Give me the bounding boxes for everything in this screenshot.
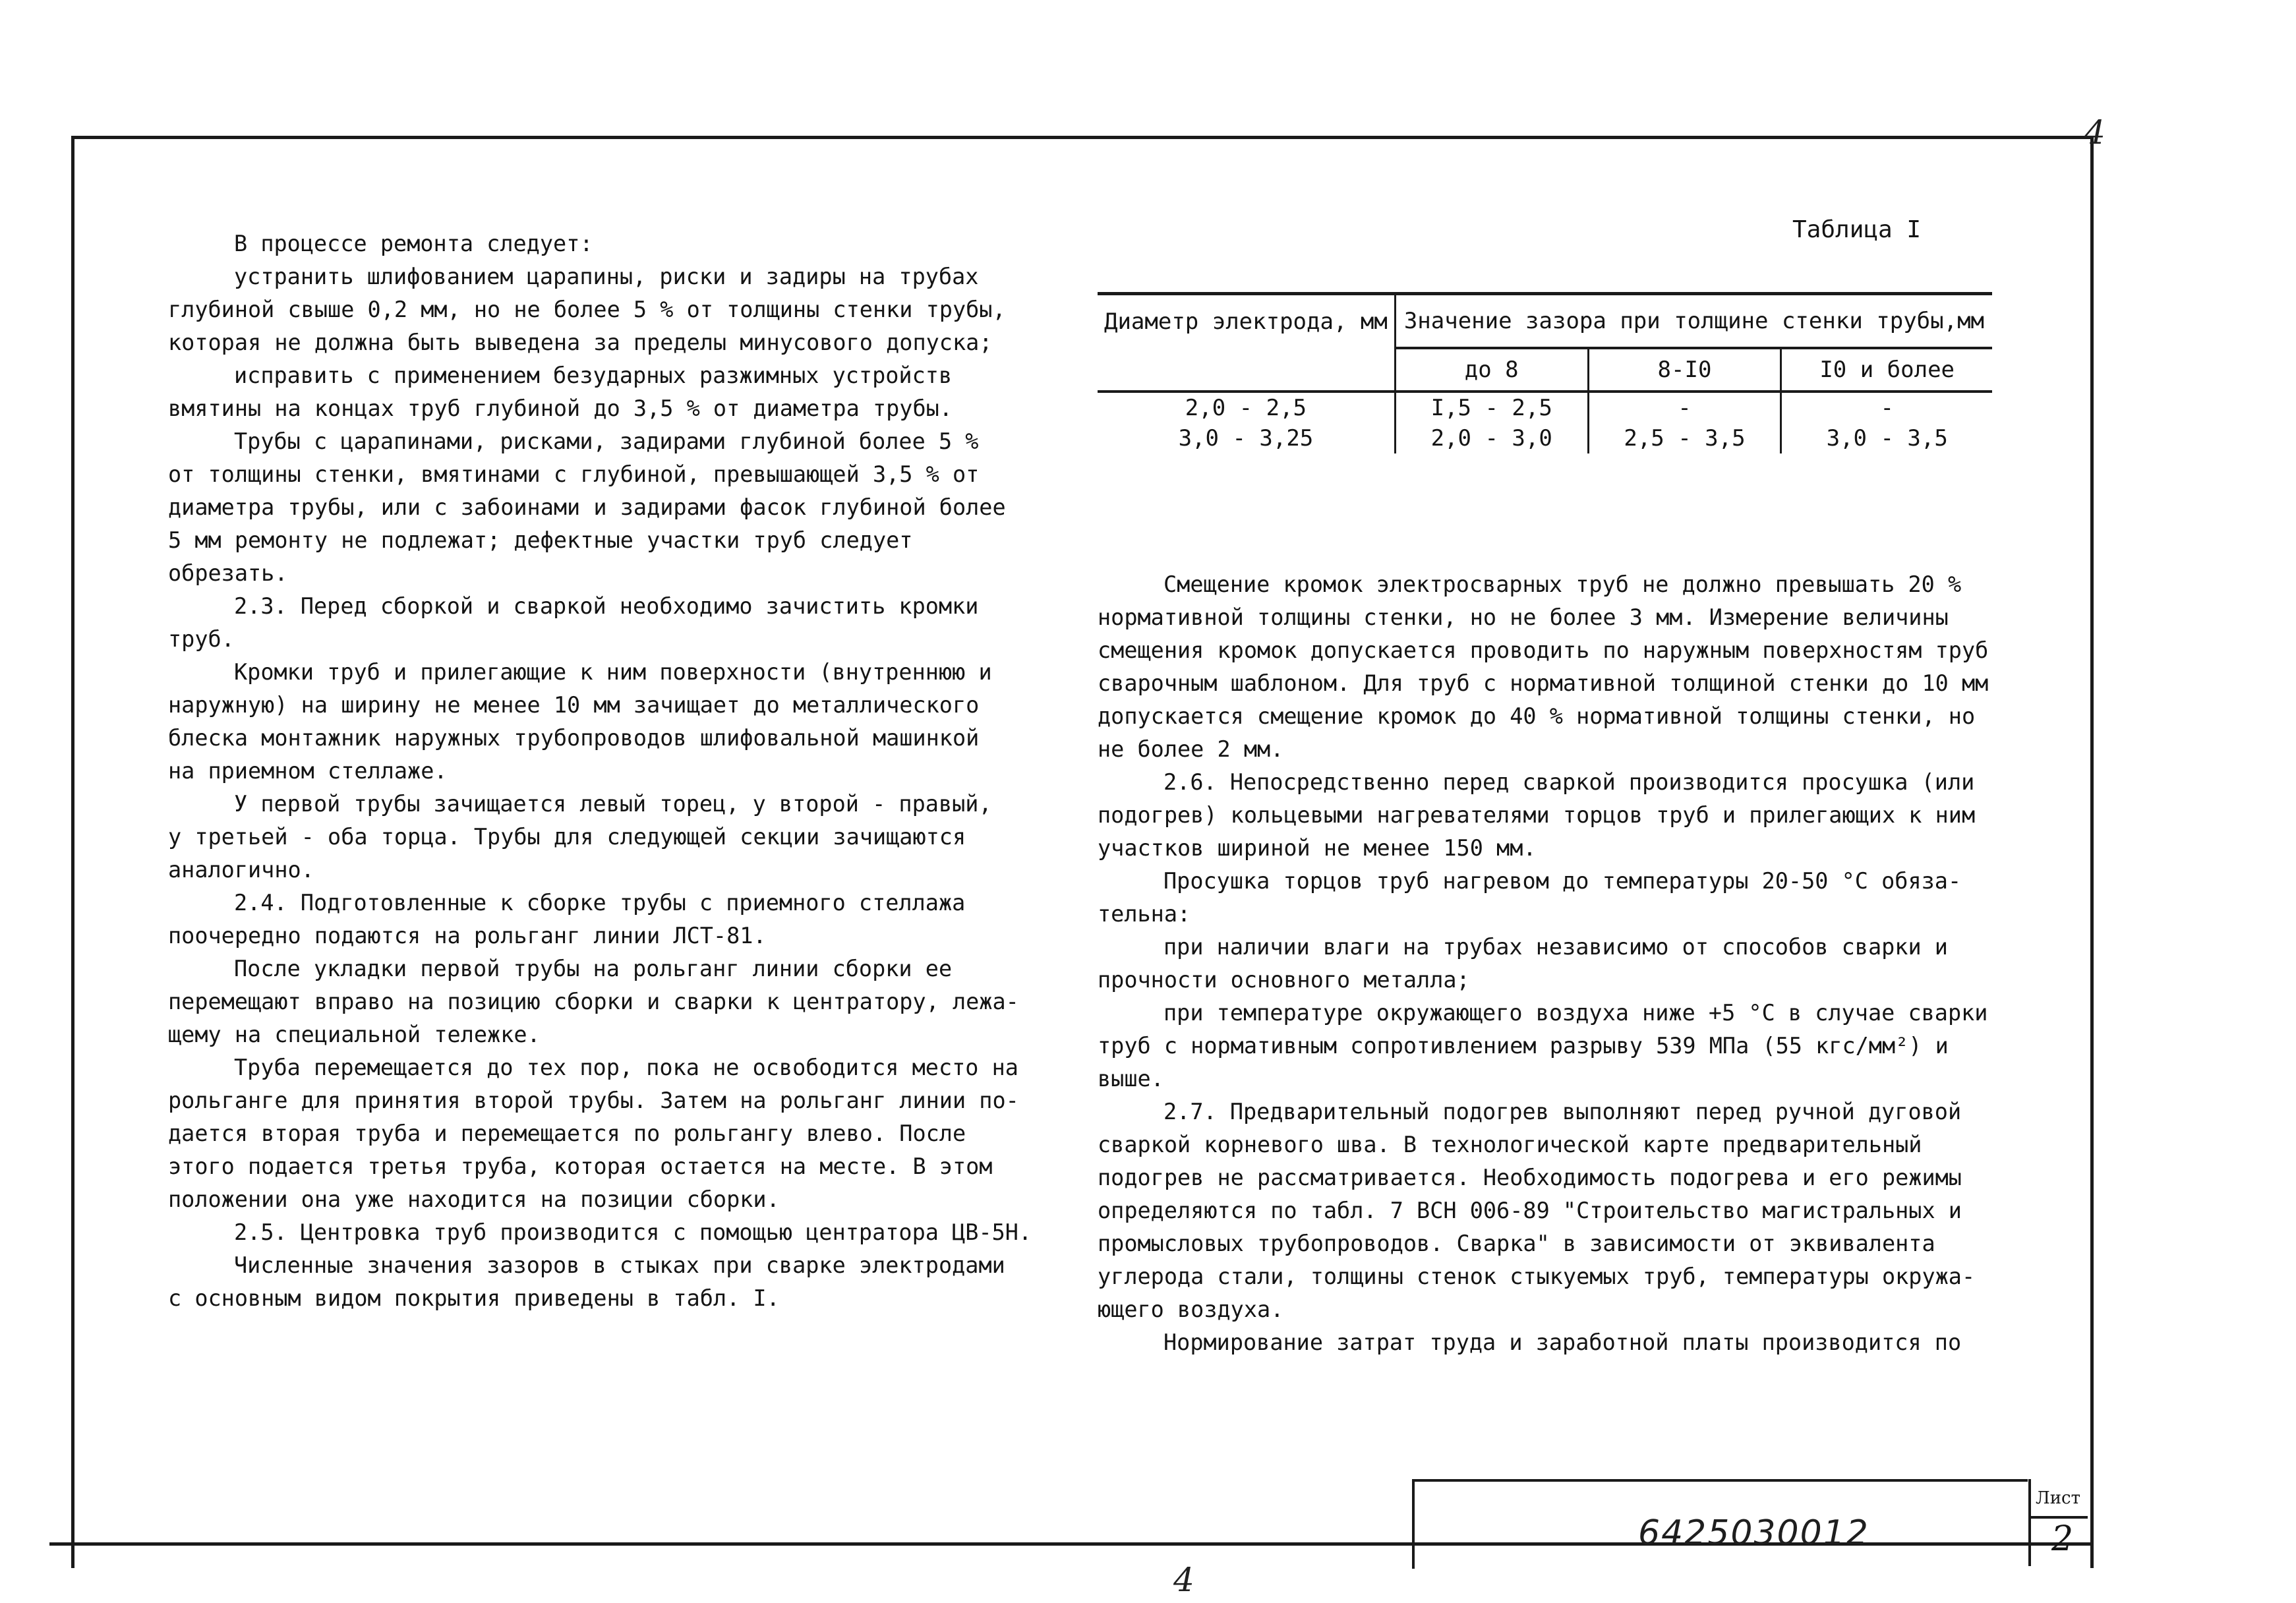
table-cell: - [1880,395,1894,421]
left-text-column [168,227,1032,1315]
text-line: не более 2 мм. [1098,736,1284,762]
text-line: щему на специальной тележке. [168,1022,541,1047]
text-line: допускается смещение кромок до 40 % нормативной толщины стенки, но [1098,703,1976,729]
electrode-gap-table [1098,292,1992,453]
sheet-label: Лист [2036,1488,2080,1508]
text-line: 2.7. Предварительный подогрев выполняют перед ручной дуговой [1163,1099,1962,1124]
text-line: У первой трубы зачищается левый торец, у второй - правый, [234,791,992,817]
text-line: блеска монтажник наружных трубопроводов шлифовальной машинкой [168,725,980,751]
text-line: В процессе ремонта следует: [234,231,593,256]
text-line: глубиной свыше 0,2 мм, но не более 5 % от толщины стенки трубы, [168,297,1006,322]
text-line: Труба перемещается до тех пор, пока не освободится место на [234,1055,1018,1080]
sheet-number: 2 [2051,1519,2074,1559]
text-line: 2.4. Подготовленные к сборке трубы с приемного стеллажа [234,890,966,916]
table-cell: 2,5 - 3,5 [1588,423,1781,453]
table-header-diameter: Диаметр электрода, мм [1098,294,1395,392]
text-line: перемещают вправо на позицию сборки и сварки к центратору, лежа- [168,989,1019,1014]
table-subheader: до 8 [1395,348,1588,392]
text-line: нормативной толщины стенки, но не более 3 мм. Измерение величины [1098,604,1949,630]
handwritten-page-number: 4 [2084,113,2105,152]
text-line: у третьей - оба торца. Трубы для следующей секции зачищаются [168,824,966,850]
text-line: сварочным шаблоном. Для труб с нормативной толщиной стенки до 10 мм [1098,670,1989,696]
text-line: труб с нормативным сопротивлением разрыву 539 МПа (55 кгс/мм²) и [1098,1033,1949,1059]
table-cell: 3,0 - 3,5 [1826,425,1948,452]
text-line: устранить шлифованием царапины, риски и задиры на трубах [234,264,979,289]
text-line: углерода стали, толщины стенок стыкуемых труб, температуры окружа- [1098,1264,1976,1289]
table-subheader: 8-I0 [1588,348,1781,392]
text-line: труб. [168,626,235,652]
text-line: После укладки первой трубы на рольганг линии сборки ее [234,956,953,981]
text-line: аналогично. [168,857,314,883]
table-cell: 2,0 - 3,0 [1395,423,1588,453]
text-line: определяются по табл. 7 ВСН 006-89 "Строительство магистральных и [1098,1198,1962,1223]
text-line: положении она уже находится на позиции сборки. [168,1186,780,1212]
text-line: дается вторая труба и перемещается по рольгангу влево. После [168,1121,966,1146]
text-line: 2.3. Перед сборкой и сваркой необходимо зачистить кромки [234,593,979,619]
text-line: наружную) на ширину не менее 10 мм зачищает до металлического [168,692,980,718]
text-line: с основным видом покрытия приведены в табл. I. [168,1285,780,1311]
text-line: от толщины стенки, вмятинами с глубиной, превышающей 3,5 % от [168,461,980,487]
text-line: выше. [1098,1066,1164,1092]
table-row [1098,423,1992,453]
table-subheader: I0 и более [1781,348,1992,392]
table-cell: 3,0 - 3,25 [1098,423,1395,453]
right-text-column [1098,568,1988,1359]
text-line: обрезать. [168,560,288,586]
sheet-divider [2028,1516,2088,1519]
text-line: Трубы с царапинами, рисками, задирами глубиной более 5 % [234,428,979,454]
text-line: 5 мм ремонту не подлежат; дефектные участки труб следует [168,527,913,553]
text-line: которая не должна быть выведена за пределы минусового допуска; [168,330,993,355]
text-line: при наличии влаги на трубах независимо от способов сварки и [1163,934,1948,960]
text-line: на приемном стеллаже. [168,758,448,784]
text-line: при температуре окружающего воздуха ниже +5 °С в случае сварки [1163,1000,1988,1026]
text-line: тельна: [1098,901,1191,927]
text-line: 2.5. Центровка труб производится с помощью центратора ЦВ-5Н. [234,1219,1032,1245]
text-line: поочередно подаются на рольганг линии ЛСТ-81. [168,923,767,948]
text-line: подогрев) кольцевыми нагревателями торцов труб и прилегающих к ним [1098,802,1976,828]
text-line: сваркой корневого шва. В технологической карте предварительный [1098,1132,1922,1157]
text-line: Кромки труб и прилегающие к ним поверхности (внутреннюю и [234,659,992,685]
text-line: этого подается третья труба, которая остается на месте. В этом [168,1153,993,1179]
text-line: 2.6. Непосредственно перед сваркой производится просушка (или [1163,769,1975,795]
document-code: 6425030012 [1638,1513,1869,1553]
text-line: прочности основного металла; [1098,967,1470,993]
text-line: исправить с применением безударных разжимных устройств [234,363,953,388]
text-line: ющего воздуха. [1098,1297,1284,1322]
text-line: Просушка торцов труб нагревом до температуры 20-50 °С обяза- [1163,868,1962,894]
text-line: подогрев не рассматривается. Необходимость подогрева и его режимы [1098,1165,1962,1190]
text-line: вмятины на концах труб глубиной до 3,5 % от диаметра трубы. [168,395,953,421]
text-line: диаметра трубы, или с забоинами и задирами фасок глубиной более [168,494,1006,520]
table-cell: I,5 - 2,5 [1395,392,1588,423]
bottom-page-number: 4 [1173,1561,1194,1599]
text-line: Нормирование затрат труда и заработной платы производится по [1163,1329,1962,1355]
text-line: рольганге для принятия второй трубы. Затем на рольганг линии по- [168,1088,1019,1113]
table-cell: 2,0 - 2,5 [1098,392,1395,423]
table-caption: Таблица I [1792,216,1922,243]
text-line: Численные значения зазоров в стыках при сварке электродами [234,1252,1005,1278]
text-line: промысловых трубопроводов. Сварка" в зависимости от эквивалента [1098,1231,1935,1256]
table-cell: - [1588,392,1781,423]
text-line: участков шириной не менее 150 мм. [1098,835,1537,861]
table-header-gap: Значение зазора при толщине стенки трубы,мм [1395,294,1992,349]
text-line: смещения кромок допускается проводить по наружным поверхностям труб [1098,637,1989,663]
table-row [1098,392,1992,423]
text-line: Смещение кромок электросварных труб не должно превышать 20 % [1163,571,1962,597]
